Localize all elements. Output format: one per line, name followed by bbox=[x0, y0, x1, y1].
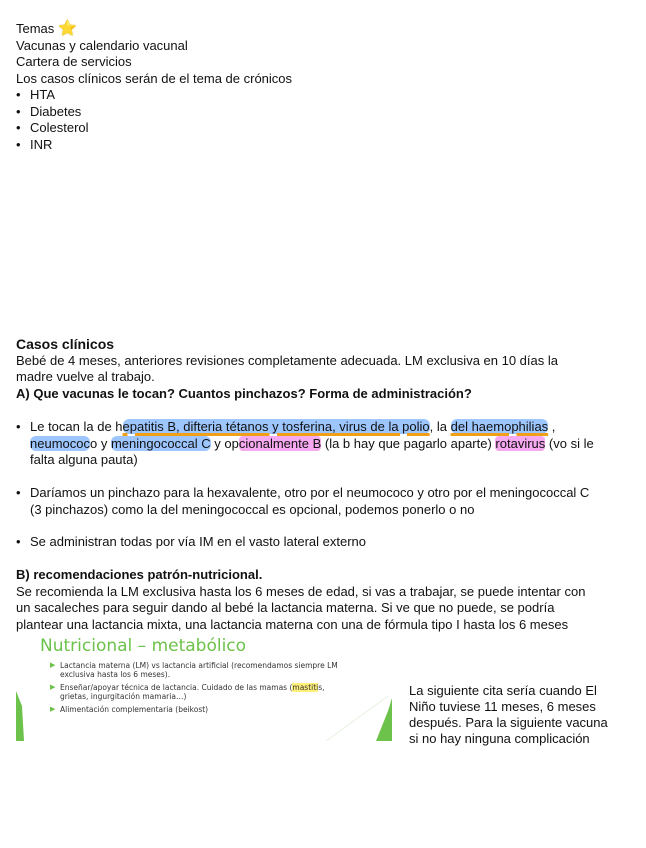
temas-title-row bbox=[16, 21, 292, 38]
bullet-text bbox=[30, 436, 594, 453]
answer-bullet-3 bbox=[16, 534, 636, 551]
temas-line-1: Vacunas y calendario vacunal bbox=[16, 37, 188, 53]
list-item bbox=[16, 120, 292, 137]
para-line-1: Se recomienda la LM exclusiva hasta los 6 meses de edad, si vas a trabajar, se puede intentar con bbox=[16, 583, 586, 599]
bullet-indent bbox=[16, 502, 30, 519]
bullet-icon: • bbox=[16, 120, 21, 135]
casos-section bbox=[16, 336, 636, 402]
list-item-label: Diabetes bbox=[30, 103, 82, 119]
slide-title: Nutricional – metabólico bbox=[40, 636, 247, 656]
text-segment: , la bbox=[429, 419, 451, 434]
text-segment: , bbox=[548, 419, 556, 434]
bullet-icon: • bbox=[16, 103, 21, 119]
list-item bbox=[50, 683, 380, 701]
side-note-line: La siguiente cita sería cuando El bbox=[409, 683, 597, 698]
bullet-text bbox=[30, 419, 555, 436]
text-segment: Le tocan la de h bbox=[30, 419, 123, 434]
bullet-icon: • bbox=[16, 419, 21, 434]
text-segment: Enseñar/apoyar técnica de lactancia. Cuidado de las mamas ( bbox=[60, 683, 293, 692]
text-segment: y op bbox=[210, 435, 239, 451]
bullet-line bbox=[16, 436, 636, 453]
casos-title: Casos clínicos bbox=[16, 336, 115, 352]
text-segment: exclusiva hasta los 6 meses). bbox=[60, 670, 171, 679]
list-item-label: HTA bbox=[30, 87, 56, 102]
bullet-line bbox=[16, 485, 636, 502]
bullet-line bbox=[16, 502, 636, 519]
section-b bbox=[16, 567, 641, 633]
slide-corner-left bbox=[16, 691, 24, 741]
list-item bbox=[16, 87, 292, 104]
highlight-blue: epatitis B, difteria tétanos y tosferina, virus de la polio bbox=[122, 419, 430, 434]
text-segment: s, bbox=[318, 683, 325, 692]
question-b: B) recomendaciones patrón-nutricional. bbox=[16, 567, 263, 582]
bullet-text: (3 pinchazos) como la del meningococcal es opcional, podemos ponerlo o no bbox=[30, 501, 475, 517]
bullet-icon: • bbox=[16, 87, 21, 102]
text-segment: (la b hay que pagarlo aparte) bbox=[321, 435, 496, 451]
slide-list bbox=[50, 661, 380, 718]
bullet-icon: • bbox=[16, 534, 21, 549]
temas-line-2: Cartera de servicios bbox=[16, 54, 132, 69]
temas-section bbox=[16, 21, 292, 153]
triangle-bullet-icon: ▶ bbox=[50, 705, 56, 713]
temas-line-3: Los casos clínicos serán de el tema de crónicos bbox=[16, 70, 293, 86]
text-segment: o y bbox=[89, 435, 111, 451]
casos-intro-2: madre vuelve al trabajo. bbox=[16, 369, 155, 384]
triangle-bullet-icon: ▶ bbox=[50, 683, 56, 691]
list-item-text: Alimentación complementaria (beikost) bbox=[60, 705, 209, 714]
answer-bullet-1 bbox=[16, 419, 636, 469]
bullet-line bbox=[16, 452, 636, 469]
list-item-label: Colesterol bbox=[30, 120, 89, 135]
embedded-slide bbox=[16, 636, 398, 744]
bullet-text: Se administran todas por vía IM en el vasto lateral externo bbox=[30, 534, 367, 549]
para-line-3: plantear una lactancia mixta, una lactancia materna con una de fórmula tipo I hasta los 6 meses bbox=[16, 616, 569, 632]
bullet-icon: • bbox=[16, 136, 21, 152]
bullet-icon: • bbox=[16, 485, 21, 500]
text-segment: grietas, ingurgitación mamaria…) bbox=[60, 692, 187, 701]
highlight-blue: del haemophilias bbox=[450, 419, 549, 434]
text-segment: Lactancia materna (LM) vs lactancia artificial (recomendamos siempre LM bbox=[60, 661, 338, 670]
side-note-line: si no hay ninguna complicación bbox=[409, 731, 590, 746]
para-line-2: un sacaleches para seguir dando al bebé la lactancia materna. Si ve que no puede, se podría bbox=[16, 600, 555, 615]
highlight-yellow: mastiti bbox=[292, 683, 319, 692]
bullet-text: falta alguna pauta) bbox=[30, 452, 138, 467]
highlight-blue: meningococcal C bbox=[110, 435, 211, 451]
list-item-label: INR bbox=[30, 136, 53, 152]
list-item bbox=[16, 137, 292, 154]
list-item bbox=[50, 661, 380, 679]
answer-bullet-2 bbox=[16, 485, 636, 518]
bullet-line bbox=[16, 534, 636, 551]
bullet-indent bbox=[16, 436, 30, 453]
bullet-line bbox=[16, 419, 636, 436]
highlight-blue: neumococ bbox=[30, 435, 90, 451]
list-item bbox=[50, 705, 380, 714]
bullet-indent bbox=[16, 452, 30, 469]
temas-title: Temas bbox=[16, 21, 55, 36]
list-item bbox=[16, 104, 292, 121]
highlight-pink: rotavirus bbox=[495, 435, 546, 451]
text-segment: (vo si le bbox=[545, 435, 594, 451]
side-note bbox=[409, 683, 634, 747]
casos-intro-1: Bebé de 4 meses, anteriores revisiones completamente adecuada. LM exclusiva en 10 días la bbox=[16, 352, 558, 368]
side-note-line: después. Para la siguiente vacuna bbox=[409, 715, 608, 730]
highlight-pink: cionalmente B bbox=[238, 435, 322, 451]
side-note-line: Niño tuviese 11 meses, 6 meses bbox=[409, 699, 596, 714]
bullet-text: Daríamos un pinchazo para la hexavalente, otro por el neumococo y otro por el meningococcal C bbox=[30, 485, 590, 500]
star-icon: ⭐ bbox=[58, 20, 77, 37]
list-item-text bbox=[60, 661, 338, 679]
triangle-bullet-icon: ▶ bbox=[50, 661, 56, 669]
list-item-text bbox=[60, 683, 325, 701]
question-a: A) Que vacunas le tocan? Cuantos pinchazos? Forma de administración? bbox=[16, 385, 472, 401]
